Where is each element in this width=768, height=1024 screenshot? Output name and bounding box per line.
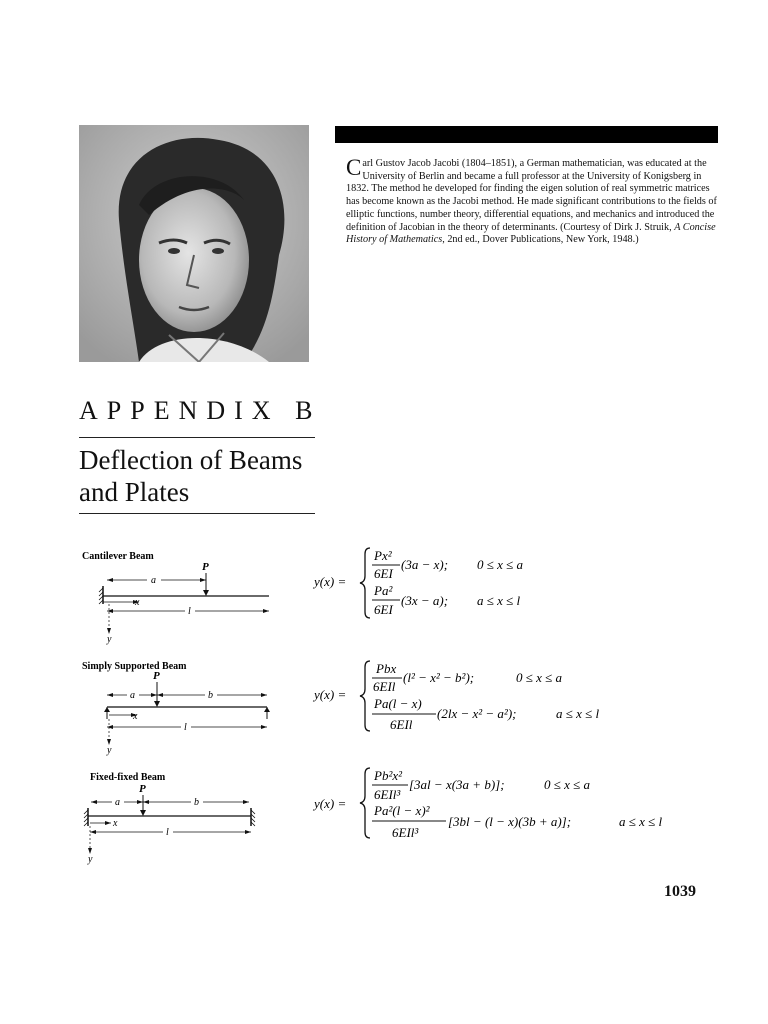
divider <box>79 437 315 438</box>
case1-denominator: 6EIl <box>373 679 396 694</box>
case2-expression: [3bl − (l − x)(3b + a)]; <box>448 814 572 829</box>
dim-y: y <box>107 745 112 756</box>
dim-b: b <box>194 797 199 808</box>
dim-a: a <box>151 575 156 586</box>
case1-range: 0 ≤ x ≤ a <box>544 777 591 792</box>
dim-y: y <box>88 854 93 865</box>
case1-range: 0 ≤ x ≤ a <box>516 670 563 685</box>
equation-lhs: y(x) = <box>314 574 347 589</box>
case1-numerator: Px² <box>374 548 392 563</box>
dim-b: b <box>208 690 213 701</box>
case1-numerator: Pbx <box>376 661 397 676</box>
header-bar <box>335 126 718 143</box>
case2-numerator: Pa² <box>374 583 393 598</box>
portrait-photo <box>79 125 309 362</box>
fixed-fixed-beam-diagram <box>79 768 279 868</box>
case1-denominator: 6EIl³ <box>374 787 401 802</box>
case1-expression: [3al − x(3a + b)]; <box>409 777 505 792</box>
beam-label: Fixed-fixed Beam <box>90 772 166 783</box>
page-number: 1039 <box>664 883 696 900</box>
load-label: P <box>202 561 209 573</box>
simply-supported-beam-diagram <box>79 657 279 757</box>
case2-numerator: Pa(l − x) <box>374 696 422 711</box>
simply-supported-equation <box>310 656 630 743</box>
dim-x: x <box>133 711 138 722</box>
chapter-title-line1: Deflection of Beams <box>79 445 303 475</box>
chapter-title-line2: and Plates <box>79 477 190 507</box>
load-label: P <box>153 670 160 682</box>
case1-denominator: 6EI <box>374 566 393 581</box>
fixed-fixed-equation <box>310 763 690 850</box>
case2-denominator: 6EI <box>374 602 393 617</box>
case2-range: a ≤ x ≤ l <box>477 593 521 608</box>
case2-range: a ≤ x ≤ l <box>556 706 600 721</box>
divider <box>79 513 315 514</box>
case1-numerator: Pb²x² <box>374 768 403 783</box>
equation-lhs: y(x) = <box>314 687 347 702</box>
case1-range: 0 ≤ x ≤ a <box>477 557 524 572</box>
case2-denominator: 6EIl <box>390 717 413 732</box>
case1-expression: (l² − x² − b²); <box>403 670 475 685</box>
cantilever-equation <box>310 543 570 630</box>
dim-x: x <box>113 818 118 829</box>
appendix-label: APPENDIX B <box>79 396 322 425</box>
load-label: P <box>139 783 146 795</box>
chapter-title <box>79 444 339 508</box>
cantilever-beam-diagram <box>79 546 279 646</box>
equation-lhs: y(x) = <box>314 796 347 811</box>
biography-text <box>346 155 722 247</box>
dim-a: a <box>115 797 120 808</box>
case2-numerator: Pa²(l − x)² <box>374 803 430 818</box>
bio-tail: , 2nd ed., Dover Publications, New York, 1948.) <box>442 234 639 246</box>
case2-expression: (2lx − x² − a²); <box>437 706 517 721</box>
case2-expression: (3x − a); <box>401 593 449 608</box>
drop-cap: C <box>346 155 362 180</box>
case1-expression: (3a − x); <box>401 557 449 572</box>
beam-label: Simply Supported Beam <box>82 661 187 672</box>
beam-label: Cantilever Beam <box>82 551 154 562</box>
dim-l: l <box>166 827 169 838</box>
dim-a: a <box>130 690 135 701</box>
case2-range: a ≤ x ≤ l <box>619 814 663 829</box>
case2-denominator: 6EIl³ <box>392 825 419 840</box>
book-title: A Concise History of Mathematics <box>346 221 716 246</box>
dim-l: l <box>188 606 191 617</box>
dim-y: y <box>107 634 112 645</box>
dim-l: l <box>184 722 187 733</box>
bio-body: arl Gustov Jacob Jacobi (1804–1851), a German mathematician, was educated at the University of Berlin and became a full professor at the University of Konigsberg in 1832. The method he developed for finding the eigen solution of real symmetric matrices has become known as the Jacobi method. He made significant contributions to the fields of elliptic functions, number theory, differential equations, and mechanics and introduced the definition of Jacobian in the theory of determinants. (Courtesy of Dirk J. Struik, <box>346 158 717 233</box>
dim-x: x <box>135 597 140 608</box>
